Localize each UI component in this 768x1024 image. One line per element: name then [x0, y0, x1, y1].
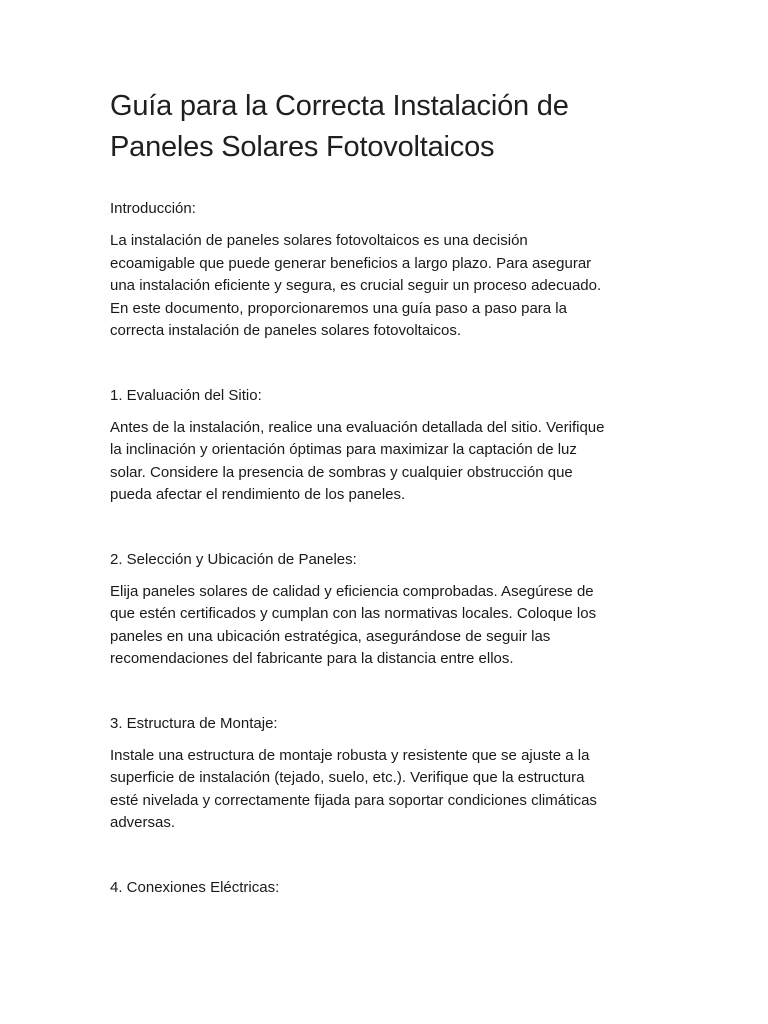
title-line-2: Paneles Solares Fotovoltaicos — [110, 131, 495, 163]
spacer — [110, 343, 662, 385]
intro-line: una instalación eficiente y segura, es crucial seguir un proceso adecuado. — [110, 277, 602, 294]
section-heading-2: 2. Selección y Ubicación de Paneles: — [110, 550, 357, 568]
section-2-line: Elija paneles solares de calidad y eficiencia comprobadas. Asegúrese de — [110, 582, 594, 600]
section-3-line: Instale una estructura de montaje robusta y resistente que se ajuste a la — [110, 746, 590, 764]
section-3-paragraph — [110, 745, 662, 835]
spacer — [110, 507, 662, 549]
section-1-line: solar. Considere la presencia de sombras y cualquier obstrucción que — [110, 463, 573, 481]
section-heading-3: 3. Estructura de Montaje: — [110, 714, 278, 732]
section-2-line: que estén certificados y cumplan con las normativas locales. Coloque los — [110, 605, 597, 622]
spacer — [110, 671, 662, 713]
section-2-line: recomendaciones del fabricante para la distancia entre ellos. — [110, 650, 514, 667]
section-1-line: pueda afectar el rendimiento de los paneles. — [110, 486, 406, 503]
section-3-line: superficie de instalación (tejado, suelo, etc.). Verifique que la estructura — [110, 769, 585, 786]
section-1-paragraph — [110, 417, 662, 507]
section-heading-1: 1. Evaluación del Sitio: — [110, 386, 262, 404]
section-2-line: paneles en una ubicación estratégica, asegurándose de seguir las — [110, 627, 551, 645]
title-line-1: Guía para la Correcta Instalación de — [110, 90, 569, 122]
section-3-line: adversas. — [110, 814, 176, 831]
section-2-paragraph — [110, 581, 662, 671]
section-1-line: la inclinación y orientación óptimas para maximizar la captación de luz — [110, 441, 577, 458]
document-title — [110, 86, 662, 168]
section-3-line: esté nivelada y correctamente fijada para soportar condiciones climáticas — [110, 791, 597, 809]
document-page — [110, 86, 662, 909]
section-heading-4: 4. Conexiones Eléctricas: — [110, 878, 280, 896]
intro-line: correcta instalación de paneles solares fotovoltaicos. — [110, 322, 462, 339]
intro-line: ecoamigable que puede generar beneficios a largo plazo. Para asegurar — [110, 254, 592, 272]
intro-line: En este documento, proporcionaremos una guía paso a paso para la — [110, 299, 567, 317]
intro-heading: Introducción: — [110, 200, 196, 217]
spacer — [110, 835, 662, 877]
section-1-line: Antes de la instalación, realice una evaluación detallada del sitio. Verifique — [110, 418, 605, 436]
intro-paragraph — [110, 230, 662, 343]
intro-line: La instalación de paneles solares fotovoltaicos es una decisión — [110, 232, 528, 249]
